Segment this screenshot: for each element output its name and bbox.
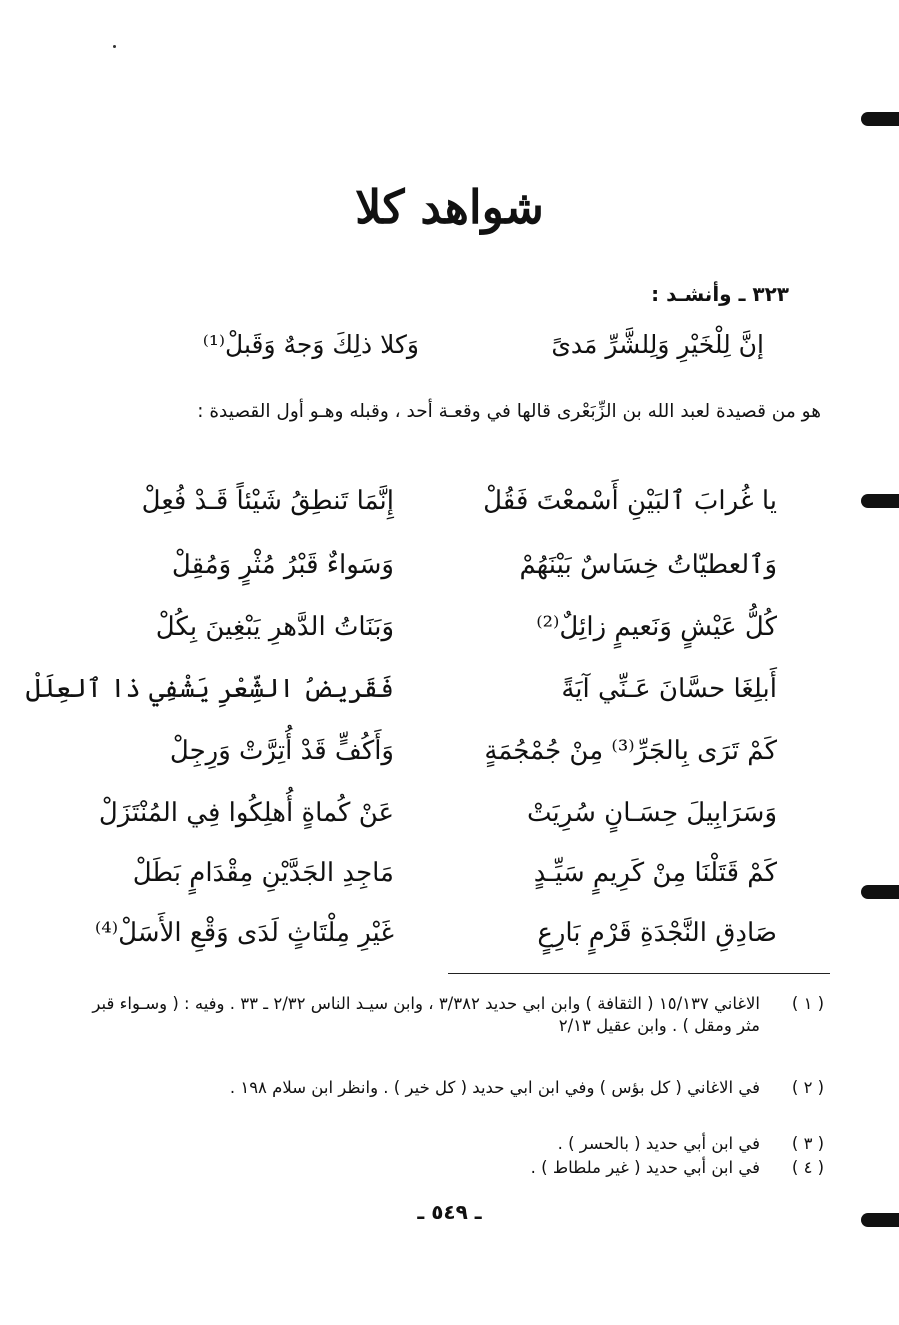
footnote <box>80 1133 825 1155</box>
footnote <box>80 1157 825 1179</box>
scan-speck <box>113 45 116 48</box>
footnote <box>80 993 825 1037</box>
scan-edge-mark <box>861 112 899 126</box>
poem-first-hemistich: وَٱلعطيّاتُ خِسَاسٌ بَيْنَهُمْ <box>519 550 777 580</box>
poem-second-hemistich: فَقَريضُ الشِّعْرِ يَشْفِي ذا ٱلعِلَلْ <box>25 674 394 704</box>
entry-heading: ٣٢٣ ـ وأنشـد : <box>651 282 789 306</box>
poem-second-hemistich: وَبَنَاتُ الدَّهرِ يَبْغِينَ بِكُلْ <box>155 612 394 642</box>
footnote-text: في الاغاني ( كل بؤس ) وفي ابن ابي حديد ( كل خير ) . وانظر ابن سلام ١٩٨ . <box>229 1078 760 1097</box>
poem-second-hemistich: غَيْرِ مِلْتَاثٍ لَدَى وَقْعِ الأَسَلْ⁽⁴⁾ <box>94 918 394 948</box>
poem-second-hemistich: وَسَواءٌ قَبْرُ مُثْرٍ وَمُقِلْ <box>171 550 394 580</box>
footnote-text: الاغاني ١٥/١٣٧ ( الثقافة ) وابن ابي حديد ٣/٣٨٢ ، وابن سيـد الناس ٢/٣٢ ـ ٣٣ . وفيه : ( وسـواء قبر مثر ومقل ) . وابن عقيل ٢/١٣ <box>92 994 760 1035</box>
main-verse <box>0 330 899 370</box>
page-number: ـ ٥٤٩ ـ <box>417 1200 482 1224</box>
footnote-number: ( ٤ ) <box>791 1158 825 1177</box>
poem-first-hemistich: كَمْ قَتَلْنَا مِنْ كَرِيمٍ سَيِّـدٍ <box>533 858 777 888</box>
footnote-text: في ابن أبي حديد ( بالحسر ) . <box>557 1134 760 1153</box>
poem-first-hemistich: يا غُرابَ ٱلبَيْنِ أَسْمعْتَ فَقُلْ <box>483 486 777 516</box>
poem-second-hemistich: وَأَكُفٍّ قَدْ أُتِرَّتْ وَرِجِلْ <box>169 736 394 766</box>
poem-second-hemistich: مَاجِدِ الجَدَّيْنِ مِقْدَامٍ بَطَلْ <box>132 858 394 888</box>
poem-first-hemistich: أَبلِغَا حسَّانَ عَـنِّي آيَةً <box>561 674 777 704</box>
commentary-text: هو من قصيدة لعبد الله بن الزِّبَعْرى قالها في وقعـة أحد ، وقبله وهـو أول القصيدة : <box>197 401 821 422</box>
main-verse-first-hemistich: إنَّ لِلْخَيْرِ وَلِلشَّرِّ مَدىً <box>551 330 764 359</box>
main-verse-second-hemistich: وَكلا ذلِكَ وَجهٌ وَقَبلْ⁽¹⁾ <box>202 330 419 359</box>
footnote-number: ( ١ ) <box>791 994 825 1013</box>
footnote-text: في ابن أبي حديد ( غير ملطاط ) . <box>530 1158 760 1177</box>
poem-second-hemistich: عَنْ كُماةٍ أُهلِكُوا فِي المُنْتَزَلْ <box>98 798 394 828</box>
poem-first-hemistich: كُلُّ عَيْشٍ وَنَعيمٍ زائِلٌ⁽²⁾ <box>536 612 777 642</box>
footnote-number: ( ٢ ) <box>791 1078 825 1097</box>
footnote <box>80 1077 825 1099</box>
footnote-number: ( ٣ ) <box>791 1134 825 1153</box>
poem-first-hemistich: صَادِقِ النَّجْدَةِ قَرْمٍ بَارِعٍ <box>537 918 777 948</box>
footnote-divider <box>448 973 830 974</box>
poem-second-hemistich: إِنَّمَا تَنطِقُ شَيْئاً قَـدْ فُعِلْ <box>141 486 394 516</box>
poem-first-hemistich: كَمْ تَرَى بِالجَرِّ⁽³⁾ مِنْ جُمْجُمَةٍ <box>484 736 777 766</box>
poem-first-hemistich: وَسَرَابِيلَ حِسَـانٍ سُرِيَتْ <box>526 798 777 828</box>
scan-edge-mark <box>861 885 899 899</box>
scan-edge-mark <box>861 494 899 508</box>
page-title: شواهد كلا <box>355 180 544 234</box>
